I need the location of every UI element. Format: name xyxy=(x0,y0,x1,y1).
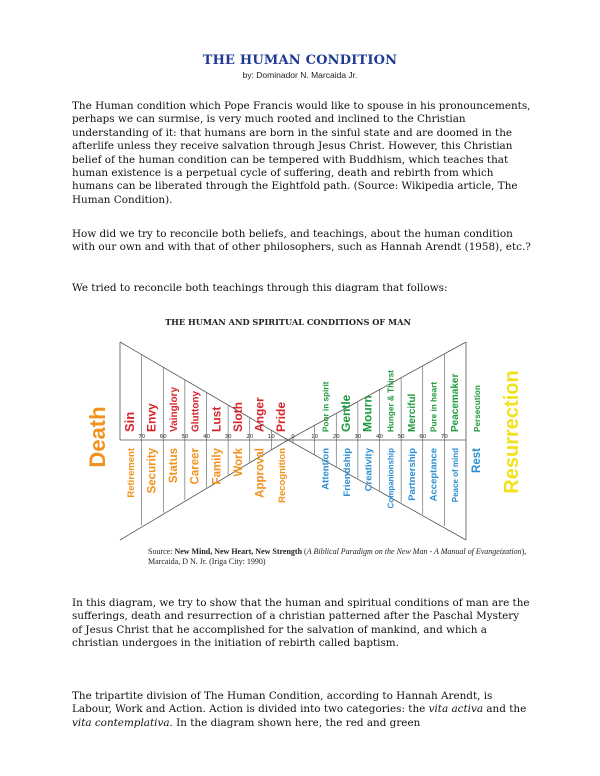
scale-label: 40 xyxy=(203,434,210,440)
arendt-text-2: and the xyxy=(483,703,527,716)
scale-label: 20 xyxy=(246,434,254,440)
lower-condition-label: Companionship xyxy=(386,448,396,509)
upper-condition-label: Gluttony xyxy=(190,390,202,432)
document-title: THE HUMAN CONDITION xyxy=(202,53,398,68)
source-book-title: New Mind, New Heart, New Strength xyxy=(174,547,303,556)
lower-condition-label: Creativity xyxy=(363,448,375,492)
lower-condition-label: Family xyxy=(211,448,224,485)
upper-condition-label: Mourn xyxy=(360,395,375,432)
scale-label: 30 xyxy=(224,434,232,440)
upper-condition-label: Vainglory xyxy=(169,386,181,432)
lower-condition-label: Friendship xyxy=(342,448,354,497)
upper-condition-label: Sloth xyxy=(230,402,245,432)
lower-condition-label: Retirement xyxy=(125,448,137,498)
lower-condition-label: Recognition xyxy=(277,448,289,503)
scale-label: 70 xyxy=(138,434,146,440)
lower-condition-label: Work xyxy=(232,448,245,477)
paragraph-diagram-intro: We tried to reconcile both teachings through this diagram that follows: xyxy=(72,282,448,294)
paragraph-explanation: In this diagram, we try to show that the human and spiritual conditions of man are the sufferings, death and resurrection of a christian patterned after the Paschal Mystery of Jesus Christ that he accomplished for the salvation of mankind, and which a christian undergoes in the initiation of rebirth called baptism. xyxy=(72,597,530,650)
lower-condition-label: Status xyxy=(168,448,181,484)
paragraph-intro: The Human condition which Pope Francis would like to spouse in his pronouncements, perhaps we can surmise, is very much rooted and inclined to the Christian understanding of it: that humans are born in the sinful state and are doomed in the afterlife unless they receive salvation through Jesus Christ. However, this Christian belief of the human condition can be tempered with Buddhism, which teaches that human existence is a perpetual cycle of suffering, death and rebirth from which humans can be liberated through the Eightfold path. (Source: Wikipedia article, The Human Condition). xyxy=(72,100,531,206)
lower-condition-label: Attention xyxy=(320,448,332,490)
upper-condition-label: Sin xyxy=(121,411,137,432)
scale-label: 50 xyxy=(181,434,189,440)
source-prefix: Source: xyxy=(148,547,175,556)
paragraph-arendt xyxy=(72,690,532,730)
scale-label: 60 xyxy=(159,434,167,440)
upper-condition-label: Poor in spirit xyxy=(321,381,331,432)
scale-label: 70 xyxy=(440,434,448,440)
lower-condition-label: Rest xyxy=(470,448,483,473)
lower-condition-label: Approval xyxy=(254,448,267,498)
vita-contemplativa: vita contemplativa xyxy=(72,716,170,729)
scale-label: 30 xyxy=(354,434,362,440)
upper-condition-label: Hunger & Thirst xyxy=(386,370,396,432)
scale-label: 20 xyxy=(332,434,340,440)
scale-label: 40 xyxy=(376,434,383,440)
paragraph-question: How did we try to reconcile both beliefs, and teachings, about the human condition with our own and with that of other philosophers, such as Hannah Arendt (1958), etc.? xyxy=(72,228,531,254)
scale-label: 10 xyxy=(267,434,275,440)
lower-condition-label: Partnership xyxy=(406,448,418,501)
scale-label: 60 xyxy=(419,434,427,440)
upper-condition-label: Gentle xyxy=(339,394,354,432)
upper-condition-label: Envy xyxy=(144,403,159,432)
death-label: Death xyxy=(85,406,110,468)
lower-condition-label: Peace of mind xyxy=(451,448,461,503)
scale-label: 10 xyxy=(311,434,319,440)
vita-activa: vita activa xyxy=(428,703,484,716)
upper-condition-label: Anger xyxy=(252,397,267,432)
source-subtitle: A Biblical Paradigm on the New Man - A Manual of Evangeization xyxy=(306,547,522,556)
arendt-text-1: The tripartite division of The Human Condition, according to Hannah Arendt, is Labour, Work and Action. Action is divided into two categories: the xyxy=(72,690,493,716)
diagram-source xyxy=(148,547,528,567)
lower-condition-label: Acceptance xyxy=(428,448,440,502)
upper-condition-label: Merciful xyxy=(406,393,418,432)
source-paren: ( xyxy=(302,547,307,556)
resurrection-label: Resurrection xyxy=(501,370,523,494)
arendt-text-3: . In the diagram shown here, the red and green xyxy=(169,716,421,729)
upper-condition-label: Lust xyxy=(209,406,224,432)
scale-label: 50 xyxy=(397,434,405,440)
upper-condition-labels xyxy=(122,370,482,432)
lower-condition-labels xyxy=(126,447,483,508)
upper-condition-label: Persecution xyxy=(472,385,482,432)
upper-condition-label: Pure in heart xyxy=(429,381,439,432)
diagram-title: THE HUMAN AND SPIRITUAL CONDITIONS OF MAN xyxy=(165,317,411,327)
scale-labels xyxy=(138,434,448,440)
lower-condition-label: Career xyxy=(189,448,202,485)
author-byline: by: Dominador N. Marcaida Jr. xyxy=(242,70,358,80)
upper-condition-label: Peacemaker xyxy=(450,373,462,432)
lower-condition-label: Security xyxy=(146,448,159,494)
source-publication: ), Marcaida, D N. Jr. (Iriga City: 1990) xyxy=(148,547,527,566)
scale-label: 0 xyxy=(291,434,295,440)
upper-condition-label: Pride xyxy=(274,401,289,432)
